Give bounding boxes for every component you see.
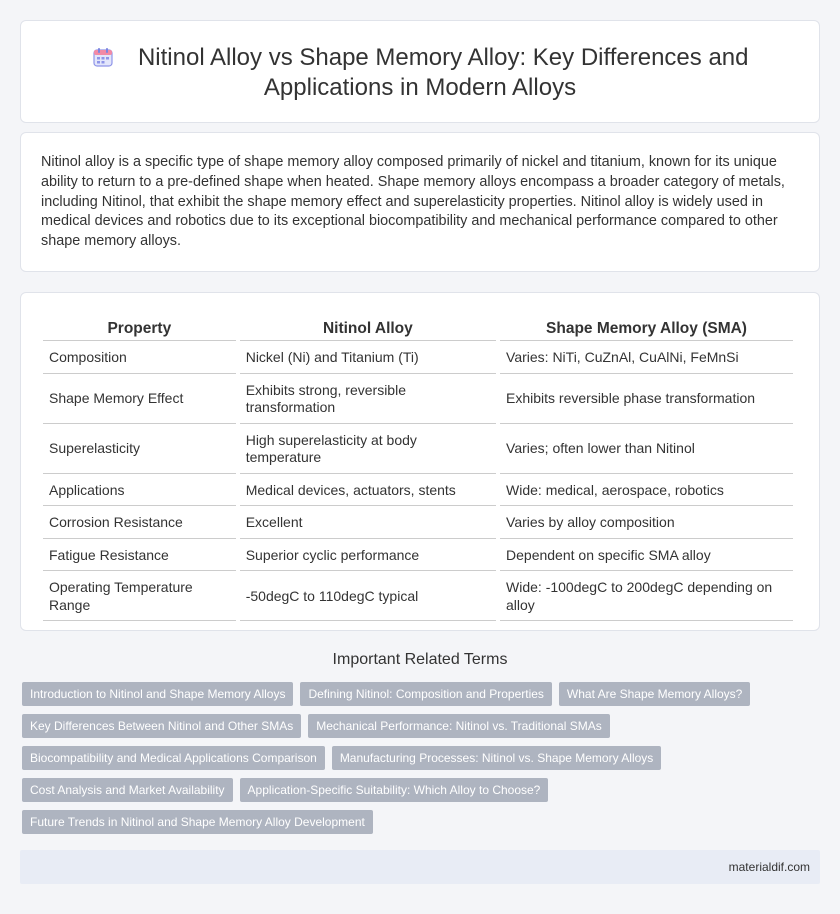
row-sma-value: Varies; often lower than Nitinol — [500, 426, 793, 474]
row-property: Corrosion Resistance — [43, 508, 236, 539]
related-term-tag[interactable]: Introduction to Nitinol and Shape Memory Alloys — [22, 682, 293, 706]
header-property: Property — [43, 317, 236, 341]
footer-site-link[interactable]: materialdif.com — [728, 860, 810, 874]
table-row — [43, 573, 793, 621]
table-row — [43, 476, 793, 507]
related-term-tag[interactable]: Manufacturing Processes: Nitinol vs. Shape Memory Alloys — [332, 746, 661, 770]
row-sma-value: Exhibits reversible phase transformation — [500, 376, 793, 424]
table-row — [43, 426, 793, 474]
row-sma-value: Wide: medical, aerospace, robotics — [500, 476, 793, 507]
page-title: Nitinol Alloy vs Shape Memory Alloy: Key Differences and Applications in Modern Alloys — [137, 44, 749, 101]
row-nitinol-value: Medical devices, actuators, stents — [240, 476, 496, 507]
related-term-tag[interactable]: Cost Analysis and Market Availability — [22, 778, 233, 802]
related-term-tag[interactable]: What Are Shape Memory Alloys? — [559, 682, 750, 706]
comparison-table — [39, 315, 797, 623]
row-nitinol-value: Excellent — [240, 508, 496, 539]
row-property: Applications — [43, 476, 236, 507]
related-term-tag[interactable]: Defining Nitinol: Composition and Properties — [300, 682, 551, 706]
row-property: Operating Temperature Range — [43, 573, 236, 621]
table-row — [43, 343, 793, 374]
row-sma-value: Varies: NiTi, CuZnAl, CuAlNi, FeMnSi — [500, 343, 793, 374]
row-property: Superelasticity — [43, 426, 236, 474]
row-nitinol-value: Superior cyclic performance — [240, 541, 496, 572]
table-row — [43, 508, 793, 539]
footer — [20, 850, 820, 884]
related-term-tag[interactable]: Biocompatibility and Medical Applications Comparison — [22, 746, 325, 770]
row-nitinol-value: -50degC to 110degC typical — [240, 573, 496, 621]
header-card — [20, 20, 820, 123]
table-row — [43, 541, 793, 572]
row-property: Composition — [43, 343, 236, 374]
intro-card — [20, 132, 820, 272]
title-wrap — [61, 43, 779, 103]
related-term-tag[interactable]: Key Differences Between Nitinol and Other SMAs — [22, 714, 301, 738]
header-sma: Shape Memory Alloy (SMA) — [500, 317, 793, 341]
related-terms-list — [22, 682, 812, 834]
table-row — [43, 376, 793, 424]
header-nitinol: Nitinol Alloy — [240, 317, 496, 341]
related-term-tag[interactable]: Application-Specific Suitability: Which Alloy to Choose? — [240, 778, 549, 802]
calendar-icon — [92, 46, 114, 68]
row-property: Shape Memory Effect — [43, 376, 236, 424]
row-nitinol-value: Exhibits strong, reversible transformation — [240, 376, 496, 424]
row-sma-value: Varies by alloy composition — [500, 508, 793, 539]
comparison-table-card — [20, 292, 820, 631]
row-property: Fatigue Resistance — [43, 541, 236, 572]
related-terms-heading: Important Related Terms — [332, 651, 508, 668]
intro-paragraph: Nitinol alloy is a specific type of shape memory alloy composed primarily of nickel and titanium, known for its unique ability to return to a pre-defined shape when heated. Shape memory alloys encompass a broader category of metals, including Nitinol, that exhibit the shape memory effect and superelasticity properties. Nitinol alloy is widely used in medical devices and robotics due to its exceptional biocompatibility and mechanical performance compared to other shape memory alloys. — [41, 154, 785, 250]
row-sma-value: Wide: -100degC to 200degC depending on alloy — [500, 573, 793, 621]
row-nitinol-value: Nickel (Ni) and Titanium (Ti) — [240, 343, 496, 374]
row-sma-value: Dependent on specific SMA alloy — [500, 541, 793, 572]
related-term-tag[interactable]: Mechanical Performance: Nitinol vs. Traditional SMAs — [308, 714, 609, 738]
related-term-tag[interactable]: Future Trends in Nitinol and Shape Memory Alloy Development — [22, 810, 373, 834]
row-nitinol-value: High superelasticity at body temperature — [240, 426, 496, 474]
table-header-row — [43, 317, 793, 341]
